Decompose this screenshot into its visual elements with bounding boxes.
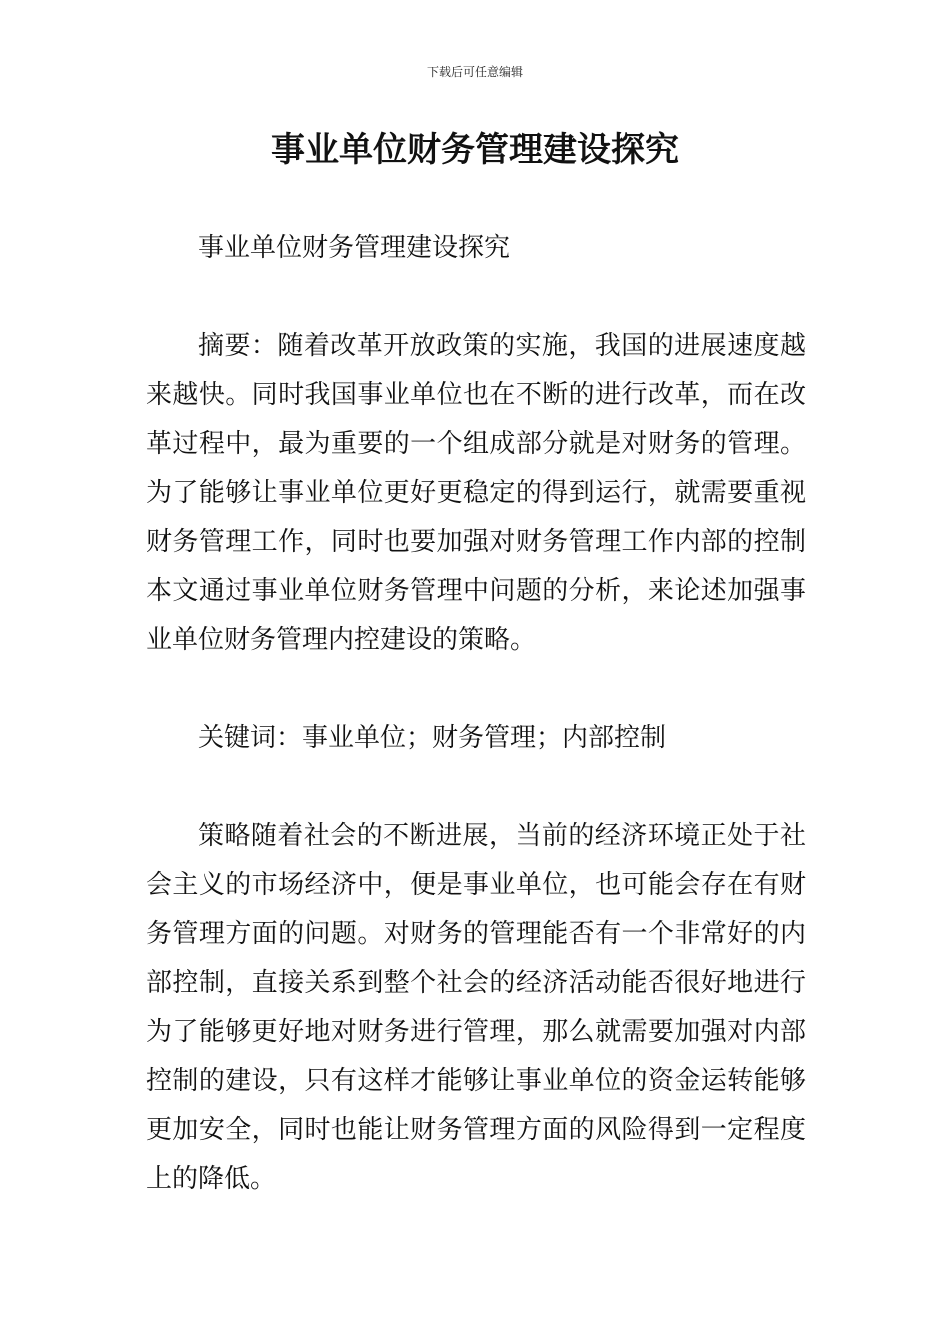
subtitle-paragraph: 事业单位财务管理建设探究 (198, 233, 511, 263)
abstract-paragraph: 摘要：随着改革开放政策的实施，我国的进展速度越来越快。同时我国事业单位也在不断的进行改革，而在改革过程中，最为重要的一个组成部分就是对财务的管理。为了能够让事业单位更好更稳定的得到运行，就需要重视财务管理工作，同时也要加强对财务管理工作内部的控制本文通过事业单位财务管理中问题的分析，来论述加强事业单位财务管理内控建设的策略。 (146, 331, 806, 655)
keywords-paragraph: 关键词：事业单位；财务管理；内部控制 (198, 723, 667, 753)
document-body (146, 224, 806, 1204)
page-header-note: 下载后可任意编辑 (426, 65, 523, 79)
document-title: 事业单位财务管理建设探究 (271, 130, 679, 170)
body-paragraph: 策略随着社会的不断进展，当前的经济环境正处于社会主义的市场经济中，便是事业单位，也可能会存在有财务管理方面的问题。对财务的管理能否有一个非常好的内部控制，直接关系到整个社会的经济活动能否很好地进行为了能够更好地对财务进行管理，那么就需要加强对内部控制的建设，只有这样才能够让事业单位的资金运转能够更加安全，同时也能让财务管理方面的风险得到一定程度上的降低。 (146, 821, 806, 1194)
